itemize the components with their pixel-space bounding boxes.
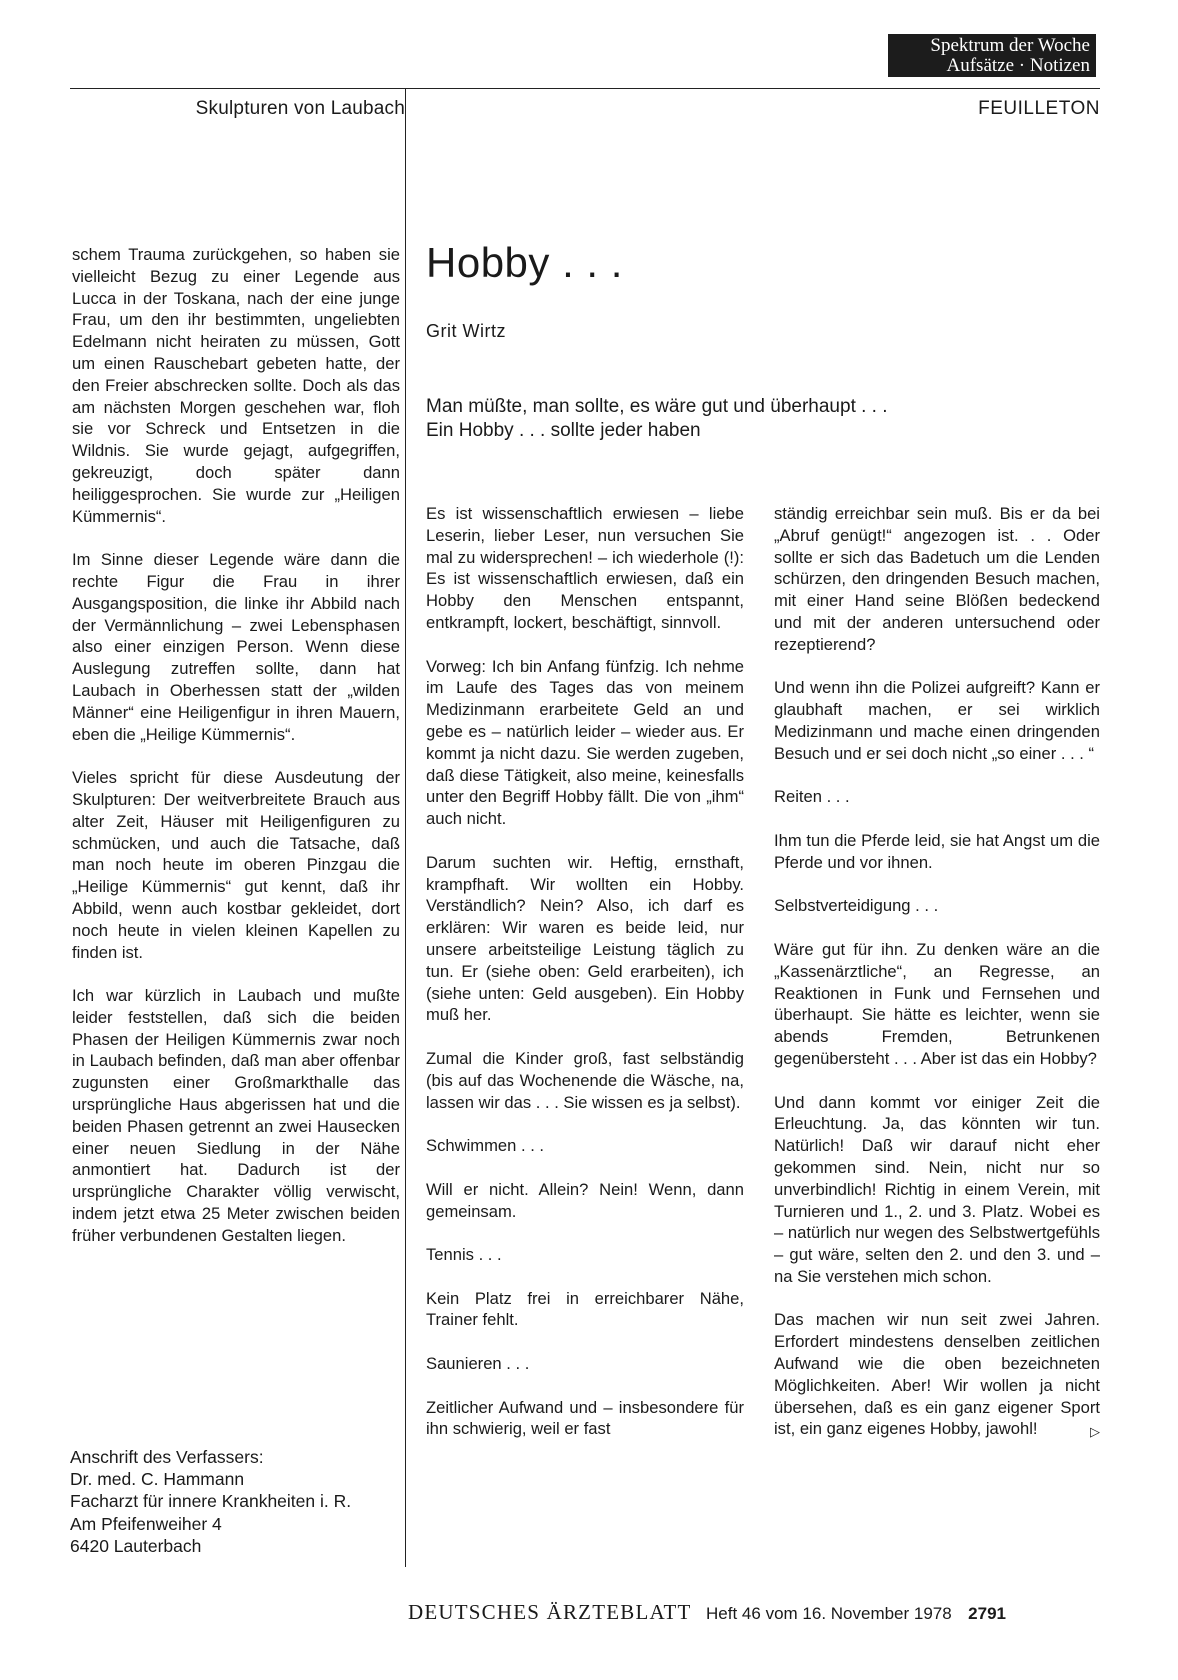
address-line: Dr. med. C. Hammann — [70, 1469, 245, 1490]
article-author: Grit Wirtz — [426, 321, 506, 341]
magazine-name: DEUTSCHES ÄRZTEBLATT — [408, 1600, 692, 1624]
left-column-text — [72, 244, 400, 1268]
paragraph: Zeitlicher Aufwand und – insbesondere für ihn schwierig, weil er fast — [426, 1397, 744, 1439]
paragraph: Selbstverteidigung . . . — [774, 896, 939, 916]
badge-line-1: Spektrum der Woche — [930, 35, 1090, 56]
paragraph: Zumal die Kinder groß, fast selbständig (bis auf das Wochenende die Wäsche, na, lassen wir das . . . Sie wissen es ja selbst). — [426, 1048, 744, 1112]
paragraph: Ich war kürzlich in Laubach und mußte leider feststellen, daß sich die beiden Phasen der Heiligen Kümmernis zwar noch in Laubach befinden, daß man aber offenbar zugunsten einer Großmarkthalle das ursprüngliche Haus abgerissen hat und die beiden Phasen getrennt an zwei Hausecken einer neuen Siedlung in der Nähe anmontiert hat. Dadurch ist der ursprüngliche Charakter völlig verwischt, indem jetzt etwa 25 Meter zwischen beiden früher verbundenen Gestalten liegen. — [72, 986, 400, 1245]
author-address — [70, 1446, 351, 1557]
article-column-a — [426, 503, 744, 1462]
article-title: Hobby . . . — [426, 239, 623, 286]
address-line: Facharzt für innere Krankheiten i. R. — [70, 1491, 352, 1512]
paragraph: Es ist wissenschaftlich erwiesen – liebe Leserin, lieber Leser, nun versuchen Sie mal zu widersprechen! – ich wiederhole (!): Es ist wissenschaftlich erwiesen, daß ein Hobby den Menschen entspannt, entkrampft, lockert, beschäftigt, sinnvoll. — [426, 504, 744, 632]
page-number: 2791 — [968, 1604, 1006, 1623]
section-title-left: Skulpturen von Laubach — [195, 98, 405, 119]
paragraph: Reiten . . . — [774, 787, 850, 807]
intro-line-1: Man müßte, man sollte, es wäre gut und überhaupt . . . — [426, 396, 888, 417]
address-line: Am Pfeifenweiher 4 — [70, 1513, 222, 1534]
article-column-b — [774, 503, 1100, 1462]
paragraph: Ihm tun die Pferde leid, sie hat Angst um die Pferde und vor ihnen. — [774, 830, 1100, 872]
paragraph: Schwimmen . . . — [426, 1136, 545, 1156]
paragraph: schem Trauma zurückgehen, so haben sie vielleicht Bezug zu einer Legende aus Lucca in der Toskana, nach der eine junge Frau, um den ihr bestimmten, ungeliebten Edelmann nicht heiraten zu müssen, Gott um einen Rauschebart gebeten hatte, der den Freier abschrecken sollte. Doch als das am nächsten Morgen geschehen war, floh sie vor Schreck und Entsetzen in die Wildnis. Sie wurde gejagt, aufgegriffen, gekreuzigt, doch später dann heiliggesprochen. Sie wurde zur „Heiligen Kümmernis“. — [72, 245, 400, 526]
paragraph: Kein Platz frei in erreichbarer Nähe, Trainer fehlt. — [426, 1288, 744, 1330]
header-rule — [70, 88, 1100, 89]
badge-line-2: Aufsätze · Notizen — [946, 55, 1090, 76]
continue-arrow-icon: ▷ — [1090, 1424, 1100, 1440]
paragraph: Und wenn ihn die Polizei aufgreift? Kann er glaubhaft machen, er sei wirklich Medizinmann und mache einen dringenden Besuch und er sei doch nicht „so einer . . . “ — [774, 678, 1100, 763]
address-line: Anschrift des Verfassers: — [70, 1447, 264, 1467]
paragraph: Saunieren . . . — [426, 1354, 530, 1374]
column-divider — [405, 89, 406, 1567]
article-intro — [426, 395, 888, 443]
last-paragraph — [774, 1309, 1100, 1440]
paragraph: Darum suchten wir. Heftig, ernsthaft, krampfhaft. Wir wollten ein Hobby. Verständlich? Nein? Also, ich darf es erklären: Wir waren es beide leid, nur unsere arbeitsteilige Leistung täglich zu tun. Er (siehe oben: Geld erarbeiten), ich (siehe unten: Geld ausgeben). Ein Hobby muß her. — [426, 852, 744, 1025]
paragraph: Will er nicht. Allein? Nein! Wenn, dann gemeinsam. — [426, 1179, 744, 1221]
paragraph: ständig erreichbar sein muß. Bis er da bei „Abruf genügt!“ angezogen ist. . . Oder sollte er sich das Badetuch um die Lenden schürzen, den dringenden Besuch machen, mit einer Hand seine Blößen bedeckend und mit der anderen untersuchend oder rezeptierend? — [774, 504, 1100, 654]
intro-line-2: Ein Hobby . . . sollte jeder haben — [426, 420, 701, 441]
paragraph-text: Das machen wir nun seit zwei Jahren. Erfordert mindestens denselben zeitlichen Aufwand wie die oben bezeichneten Möglichkeiten. Aber! Wir wollen ja nicht übersehen, daß es ein ganz eigener Sport ist, ein ganz eigenes Hobby, jawohl! — [774, 1310, 1100, 1439]
address-line: 6420 Lauterbach — [70, 1535, 202, 1556]
paragraph: Tennis . . . — [426, 1245, 502, 1265]
issue-info: Heft 46 vom 16. November 1978 — [706, 1604, 952, 1623]
paragraph: Und dann kommt vor einiger Zeit die Erleuchtung. Ja, das könnten wir tun. Natürlich! Daß wir darauf nicht eher gekommen sind. Nein, nicht nur so unverbindlich! Richtig in einem Verein, mit Turnieren und 1., 2. und 3. Platz. Wobei es – natürlich nur wegen des Selbstwertgefühls – gut wäre, selten den 2. und den 3. und – na Sie verstehen mich schon. — [774, 1092, 1100, 1286]
paragraph: Vorweg: Ich bin Anfang fünfzig. Ich nehme im Laufe des Tages das von meinem Medizinmann erarbeitete Geld an und gebe es – natürlich leider – wieder aus. Er kommt ja nicht dazu. Sie werden zugeben, daß diese Tätigkeit, also meine, keinesfalls unter den Begriff Hobby fällt. Die von „ihm“ auch nicht. — [426, 656, 744, 829]
paragraph: Wäre gut für ihn. Zu denken wäre an die „Kassenärztliche“, an Regresse, an Reaktionen in Funk und Fernsehen und überhaupt. Sie hätte es leichter, wenn sie abends Fremden, Betrunkenen gegenübersteht . . . Aber ist das ein Hobby? — [774, 939, 1100, 1068]
paragraph: Im Sinne dieser Legende wäre dann die rechte Figur die Frau in ihrer Ausgangsposition, die linke ihr Abbild nach der Vermännlichung – zwei Lebensphasen also einer einzigen Person. Wenn diese Auslegung zutreffen sollte, dann hat Laubach in Oberhessen statt der „wilden Männer“ eine Heiligenfigur in ihren Mauern, eben die „Heilige Kümmernis“. — [72, 550, 400, 744]
section-title-right: FEUILLETON — [978, 98, 1100, 119]
page-footer — [408, 1600, 1006, 1625]
paragraph: Vieles spricht für diese Ausdeutung der Skulpturen: Der weitverbreitete Brauch aus alter Zeit, Häuser mit Heiligenfiguren zu schmücken, und auch die Tatsache, daß man noch heute im oberen Pinzgau die „Heilige Kümmernis“ gut kennt, daß ihr Abbild, wenn auch kostbar gekleidet, dort noch heute in vielen kleinen Kapellen zu finden ist. — [72, 768, 400, 962]
section-badge — [888, 34, 1096, 77]
